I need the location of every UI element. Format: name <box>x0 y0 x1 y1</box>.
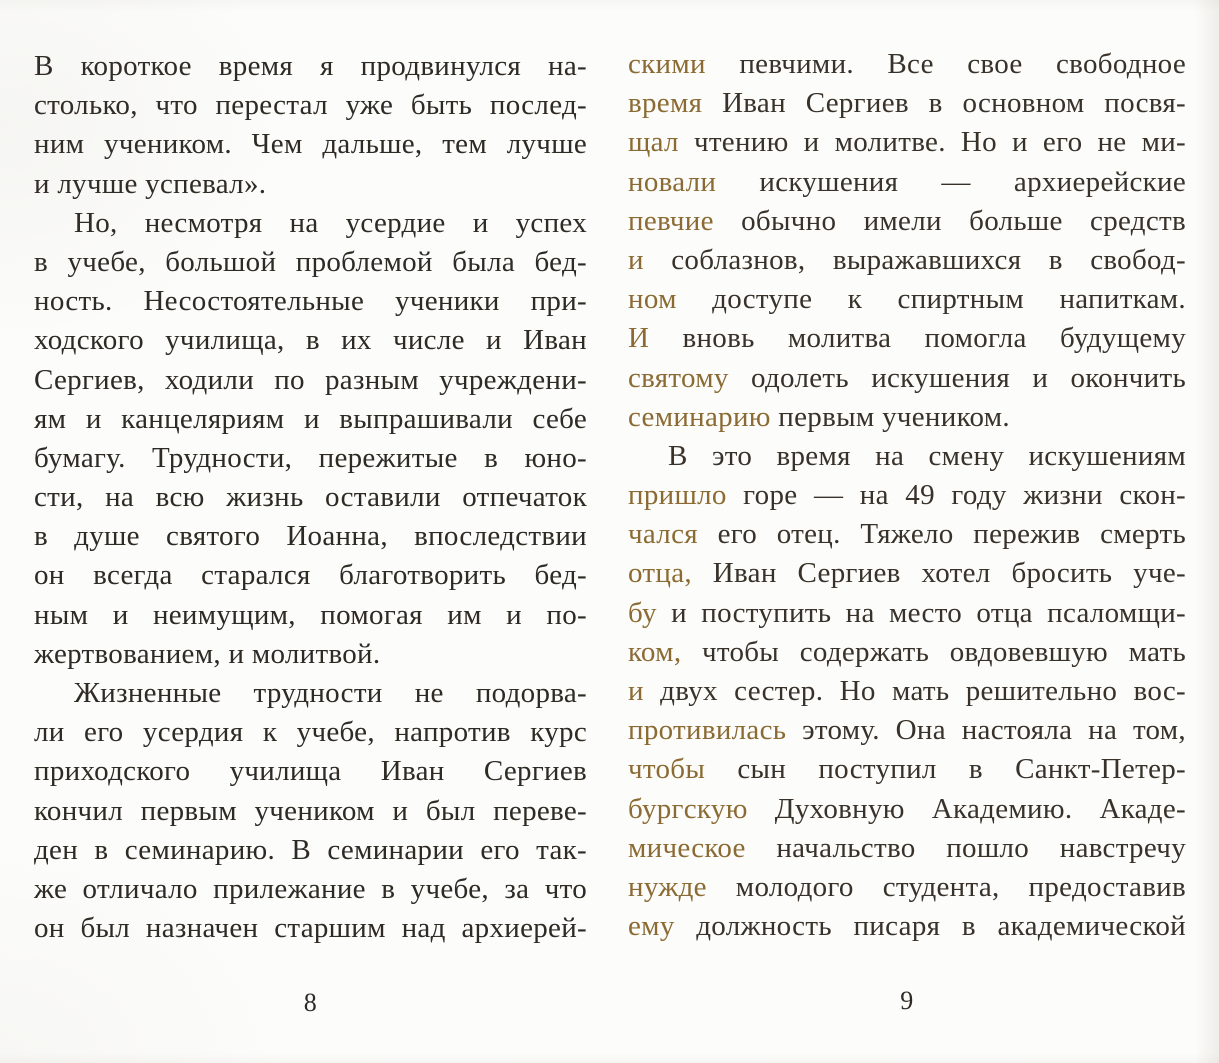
text-line: он был назначен старшим над архиерей- <box>34 912 587 945</box>
text-line: Сергиев, ходили по разным учреждени- <box>34 363 587 396</box>
text-line: столько, что перестал уже быть послед- <box>34 89 587 122</box>
text-line: в учебе, большой проблемой была бед- <box>34 245 587 278</box>
text-line: ден в семинарию. В семинарии его так- <box>34 833 587 866</box>
tinted-word: ком, <box>628 635 682 668</box>
tinted-word: мическое <box>628 831 746 864</box>
text-line: В это время на смену искушениям <box>668 439 1186 472</box>
text-line: скими певчими. Все свое свободное <box>628 48 1186 80</box>
tinted-word: новали <box>628 165 717 198</box>
text-line: и соблазнов, выражавшихся в свобод- <box>628 243 1186 276</box>
book-page-left <box>0 0 609 1063</box>
text-line: ему должность писаря в академической <box>628 910 1186 943</box>
text-line: и лучше успевал». <box>34 167 267 200</box>
text-line: ходского училища, в их числе и Иван <box>34 324 587 357</box>
tinted-word: время <box>628 87 703 120</box>
text-line: ним учеником. Чем дальше, тем лучше <box>34 128 587 161</box>
text-line: он всегда старался благотворить бед- <box>34 559 587 592</box>
tinted-word: щал <box>628 126 679 159</box>
text-line: новали искушения — архиерейские <box>628 165 1186 198</box>
text-line: святому одолеть искушения и окончить <box>628 361 1186 394</box>
text-line: нужде молодого студента, предоставив <box>628 870 1186 903</box>
page-right-text <box>628 45 1186 946</box>
text-line: Жизненные трудности не подорва- <box>74 677 587 709</box>
tinted-word: И <box>628 322 650 355</box>
text-line: И вновь молитва помогла будущему <box>628 322 1186 355</box>
page-right-column <box>628 45 1186 1016</box>
text-line: в душе святого Иоанна, впоследствии <box>34 520 587 553</box>
text-line: и двух сестер. Но мать решительно вос- <box>628 675 1186 707</box>
text-line: мическое начальство пошло навстречу <box>628 831 1186 864</box>
tinted-word: святому <box>628 361 729 394</box>
text-line: семинарию первым учеником. <box>628 400 1010 433</box>
page-number-right: 9 <box>900 986 914 1016</box>
text-line: чался его отец. Тяжело пережив смерть <box>628 518 1186 551</box>
tinted-word: ном <box>628 283 677 316</box>
text-line: же отличало прилежание в учебе, за что <box>34 872 587 905</box>
text-line: бу и поступить на место отца псаломщи- <box>628 596 1186 629</box>
book-page-right <box>609 0 1219 1063</box>
page-left-text <box>34 47 587 948</box>
text-line: ным и неимущим, помогая им и по- <box>34 598 587 631</box>
tinted-word: и <box>628 243 644 276</box>
text-line: бумагу. Трудности, пережитые в юно- <box>34 441 587 474</box>
tinted-word: нужде <box>628 870 707 903</box>
tinted-word: скими <box>628 48 706 80</box>
text-line: пришло горе — на 49 году жизни скон- <box>628 479 1186 512</box>
text-line: ям и канцеляриям и выпрашивали себе <box>34 402 587 435</box>
tinted-word: противилась <box>628 714 787 747</box>
tinted-word: отца, <box>628 557 692 590</box>
text-line: время Иван Сергиев в основном посвя- <box>628 87 1186 120</box>
tinted-word: чался <box>628 518 698 551</box>
tinted-word: ему <box>628 910 675 943</box>
text-line: В короткое время я продвинулся на- <box>34 50 587 82</box>
text-line: противилась этому. Она настояла на том, <box>628 714 1186 747</box>
text-line: ном доступе к спиртным напиткам. <box>628 283 1186 316</box>
text-line: певчие обычно имели больше средств <box>628 204 1186 237</box>
tinted-word: и <box>628 675 644 707</box>
tinted-word: пришло <box>628 479 727 512</box>
text-line: кончил первым учеником и был переве- <box>34 794 587 827</box>
page-number-left: 8 <box>303 988 318 1018</box>
text-line: ность. Несостоятельные ученики при- <box>34 285 587 318</box>
text-line: сти, на всю жизнь оставили отпечаток <box>34 481 587 514</box>
text-line: ком, чтобы содержать овдовевшую мать <box>628 635 1186 668</box>
text-line: жертвованием, и молитвой. <box>34 637 381 670</box>
text-line: бургскую Духовную Академию. Акаде- <box>628 792 1186 825</box>
text-line: ли его усердия к учебе, напротив курс <box>34 716 587 749</box>
tinted-word: бургскую <box>628 792 748 825</box>
tinted-word: певчие <box>628 204 714 237</box>
text-line: чтобы сын поступил в Санкт-Петер- <box>628 753 1186 786</box>
tinted-word: чтобы <box>628 753 706 786</box>
text-line: щал чтению и молитве. Но и его не ми- <box>628 126 1186 159</box>
page-left-column <box>34 47 587 1018</box>
text-line: Но, несмотря на усердие и успех <box>74 206 587 239</box>
text-line: отца, Иван Сергиев хотел бросить уче- <box>628 557 1186 590</box>
tinted-word: семинарию <box>628 400 771 433</box>
tinted-word: бу <box>628 596 657 629</box>
text-line: приходского училища Иван Сергиев <box>34 755 587 788</box>
